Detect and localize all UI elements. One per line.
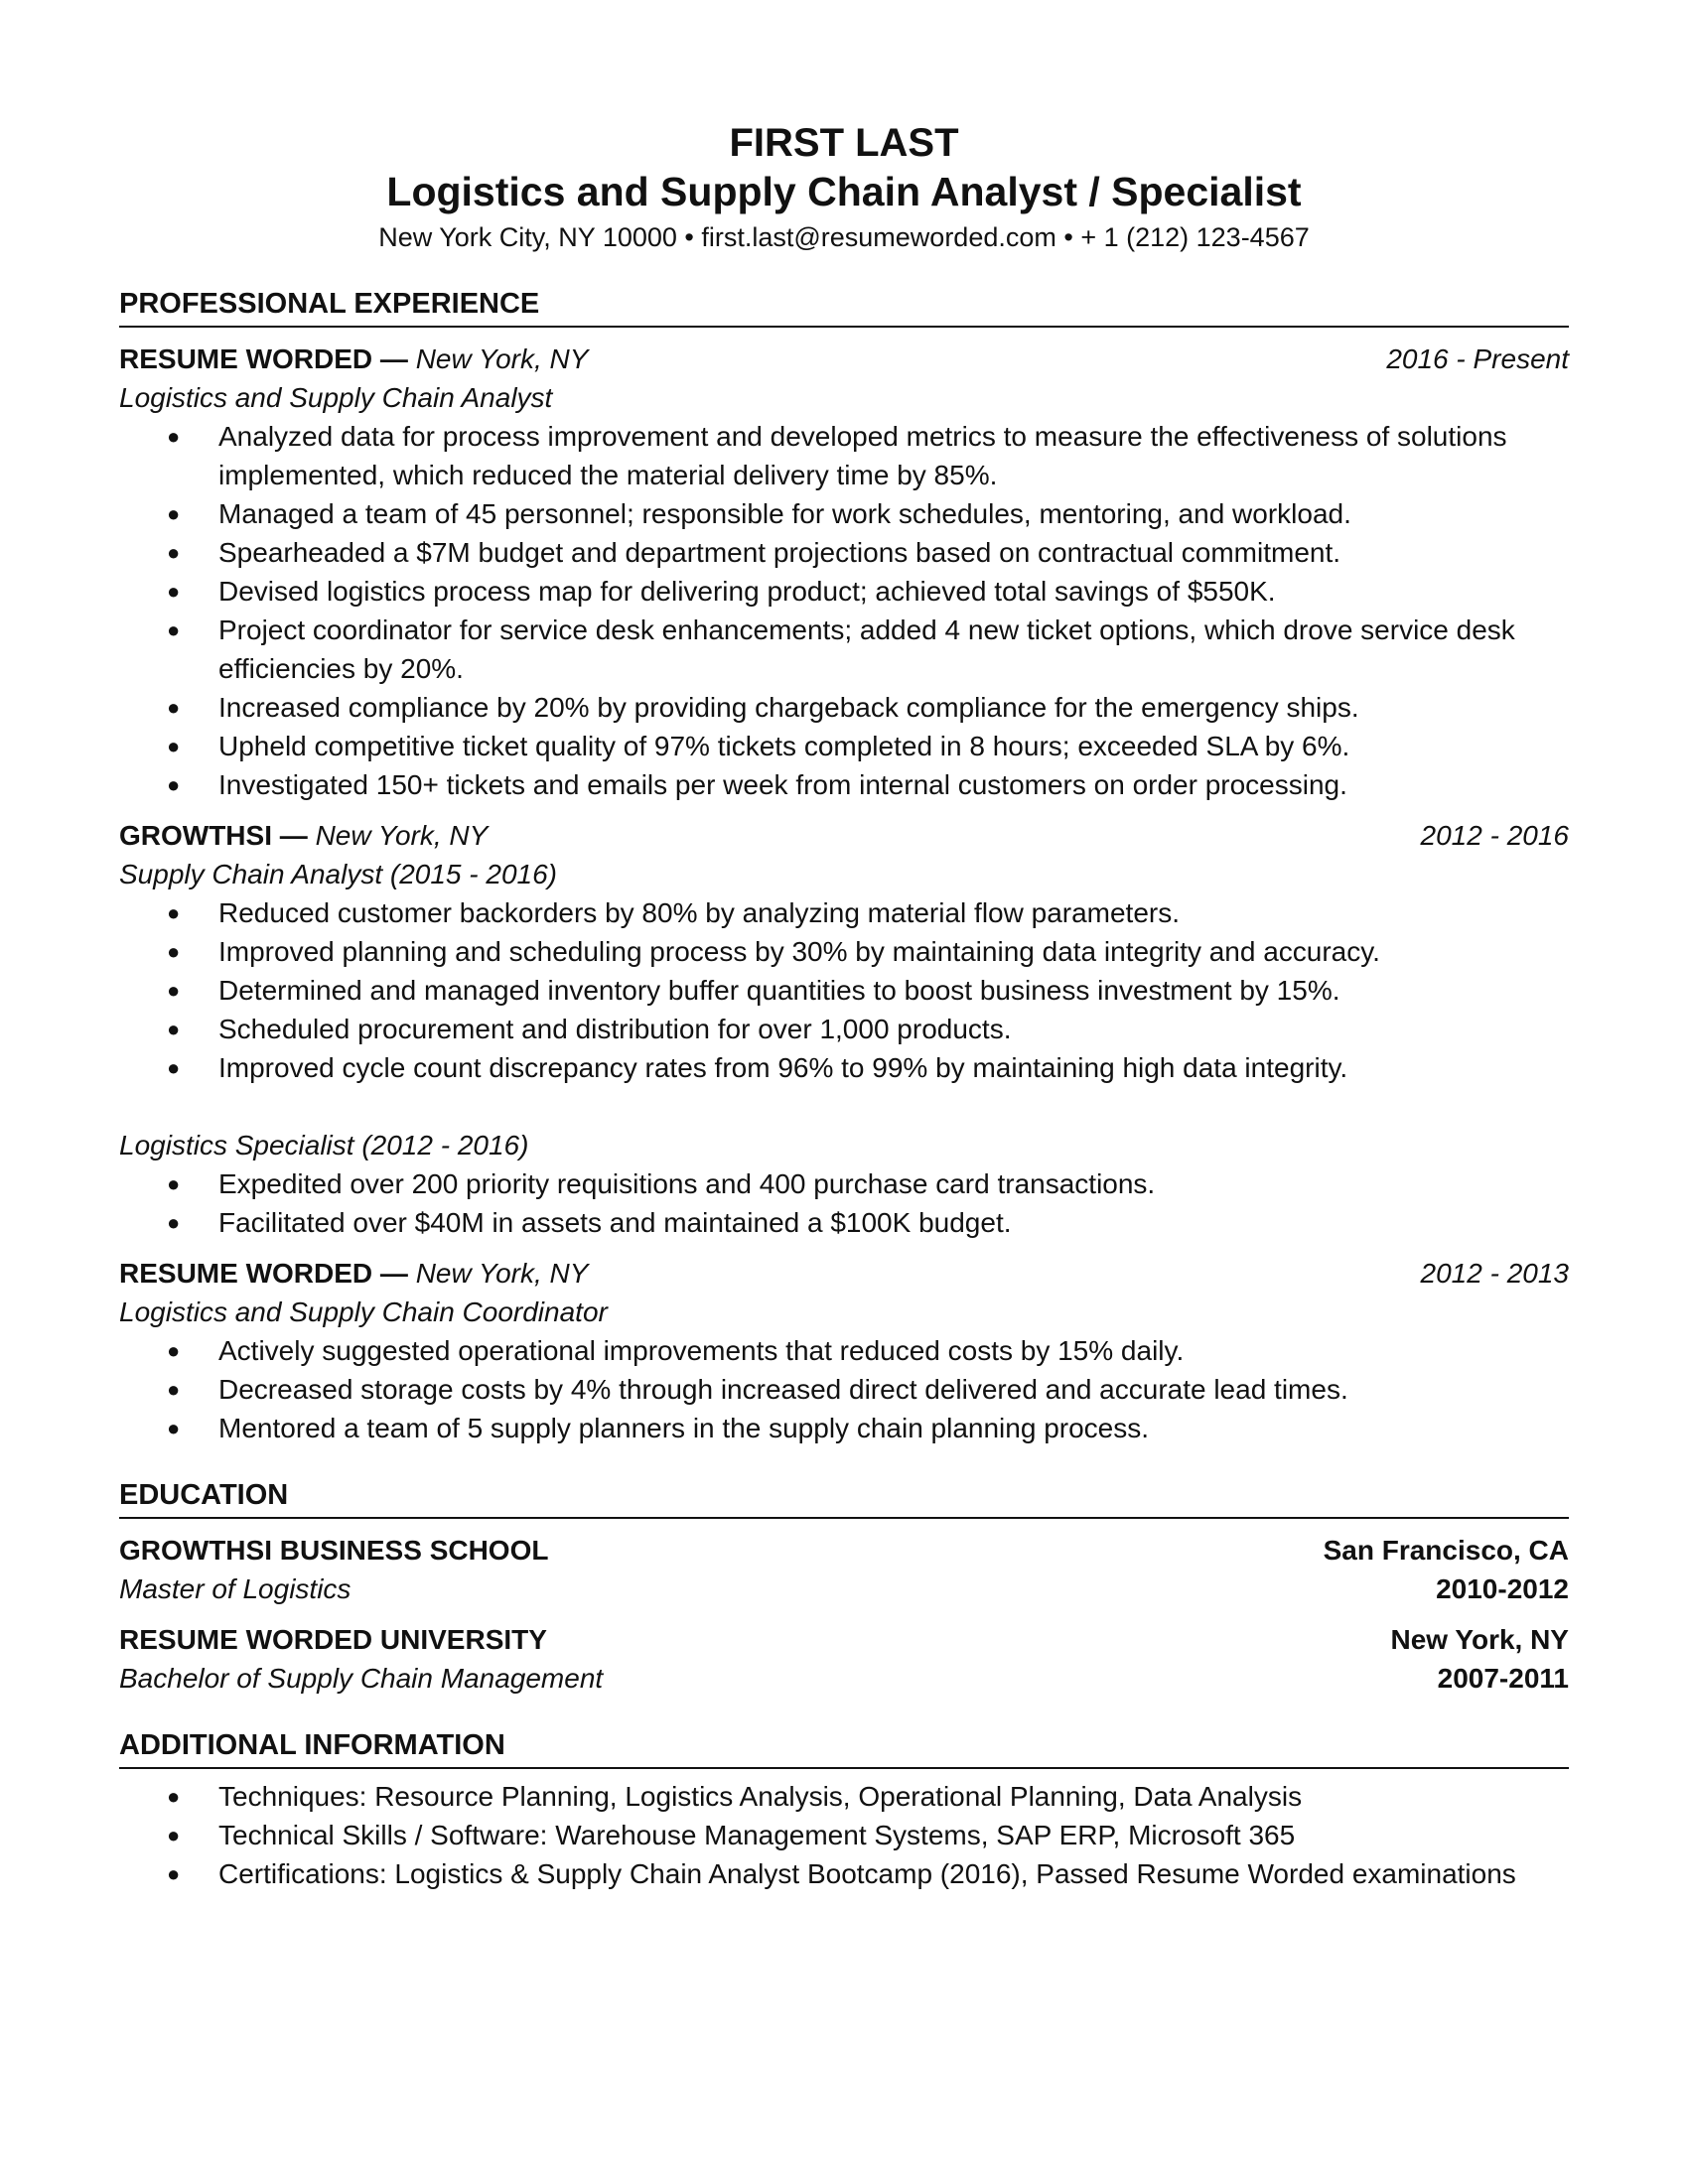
- bullet-text: Decreased storage costs by 4% through increased direct delivered and accurate lead times.: [218, 1374, 1348, 1405]
- job-header-row: [119, 340, 1569, 378]
- bullet-dot: ●: [167, 1784, 181, 1809]
- job-company-location: [119, 340, 588, 378]
- job-role-title: Logistics Specialist (2012 - 2016): [119, 1130, 529, 1160]
- bullet-item: [119, 572, 1569, 611]
- bullet-item: [119, 893, 1569, 932]
- job-header-row: [119, 816, 1569, 855]
- resume-header: [119, 119, 1569, 256]
- job-company: RESUME WORDED: [119, 343, 373, 374]
- bullet-item: [119, 1164, 1569, 1203]
- additional-list: [119, 1777, 1569, 1893]
- bullet-item: [119, 765, 1569, 804]
- school-row: [119, 1531, 1569, 1570]
- role-bullet-list: [119, 1164, 1569, 1242]
- bullet-text: Increased compliance by 20% by providing chargeback compliance for the emergency ships.: [218, 692, 1359, 723]
- bullet-item: [119, 1409, 1569, 1447]
- job-company: GROWTHSI: [119, 820, 272, 851]
- bullet-text: Spearheaded a $7M budget and department projections based on contractual commitment.: [218, 537, 1341, 568]
- school-location: San Francisco, CA: [1323, 1535, 1569, 1566]
- additional-heading: ADDITIONAL INFORMATION: [119, 1725, 1569, 1769]
- job-company-location: [119, 1254, 588, 1293]
- company-dash: —: [379, 343, 408, 374]
- bullet-text: Technical Skills / Software: Warehouse Management Systems, SAP ERP, Microsoft 365: [218, 1820, 1296, 1850]
- bullet-item: [119, 932, 1569, 971]
- experience-heading: PROFESSIONAL EXPERIENCE: [119, 284, 1569, 328]
- education-entry: [119, 1531, 1569, 1608]
- bullet-dot: ●: [167, 939, 181, 964]
- bullet-item: [119, 1777, 1569, 1816]
- bullet-text: Devised logistics process map for delivering product; achieved total savings of $550K.: [218, 576, 1276, 607]
- job-company: RESUME WORDED: [119, 1258, 373, 1289]
- bullet-dot: ●: [167, 579, 181, 604]
- company-dash: —: [279, 820, 308, 851]
- bullet-text: Improved cycle count discrepancy rates from 96% to 99% by maintaining high data integrity.: [218, 1052, 1348, 1083]
- degree-name: Bachelor of Supply Chain Management: [119, 1663, 604, 1694]
- degree-dates: 2010-2012: [1436, 1573, 1569, 1604]
- bullet-item: [119, 1203, 1569, 1242]
- contact-line: New York City, NY 10000 • first.last@resumeworded.com • + 1 (212) 123-4567: [378, 222, 1310, 252]
- bullet-dot: ●: [167, 1338, 181, 1363]
- bullet-dot: ●: [167, 1055, 181, 1080]
- role-bullet-list: [119, 417, 1569, 804]
- bullet-dot: ●: [167, 1861, 181, 1886]
- bullet-text: Scheduled procurement and distribution for over 1,000 products.: [218, 1014, 1012, 1044]
- bullet-item: [119, 1331, 1569, 1370]
- bullet-item: [119, 494, 1569, 533]
- bullet-text: Improved planning and scheduling process by 30% by maintaining data integrity and accuracy.: [218, 936, 1380, 967]
- candidate-title: Logistics and Supply Chain Analyst / Specialist: [386, 169, 1302, 214]
- bullet-item: [119, 1854, 1569, 1893]
- school-list: [119, 1531, 1569, 1698]
- bullet-text: Managed a team of 45 personnel; responsible for work schedules, mentoring, and workload.: [218, 498, 1351, 529]
- additional-section: [119, 1725, 1569, 1893]
- education-entry: [119, 1620, 1569, 1698]
- bullet-text: Reduced customer backorders by 80% by analyzing material flow parameters.: [218, 897, 1181, 928]
- bullet-dot: ●: [167, 424, 181, 449]
- bullet-text: Project coordinator for service desk enhancements; added 4 new ticket options, which drove service desk efficiencies by 20%.: [218, 614, 1515, 684]
- degree-name: Master of Logistics: [119, 1573, 352, 1604]
- degree-row: [119, 1659, 1569, 1698]
- bullet-item: [119, 1816, 1569, 1854]
- job-list: [119, 340, 1569, 1447]
- job-location: New York, NY: [415, 1258, 589, 1289]
- bullet-item: [119, 611, 1569, 688]
- bullet-text: Investigated 150+ tickets and emails per week from internal customers on order processing.: [218, 769, 1347, 800]
- bullet-dot: ●: [167, 1210, 181, 1235]
- degree-dates: 2007-2011: [1437, 1663, 1569, 1694]
- education-heading: EDUCATION: [119, 1475, 1569, 1519]
- bullet-dot: ●: [167, 1171, 181, 1196]
- bullet-text: Actively suggested operational improvements that reduced costs by 15% daily.: [218, 1335, 1185, 1366]
- job-role-title: Logistics and Supply Chain Analyst: [119, 382, 553, 413]
- bullet-item: [119, 688, 1569, 727]
- bullet-dot: ●: [167, 501, 181, 526]
- school-name: GROWTHSI BUSINESS SCHOOL: [119, 1535, 549, 1566]
- company-dash: —: [379, 1258, 408, 1289]
- bullet-dot: ●: [167, 1416, 181, 1440]
- bullet-dot: ●: [167, 695, 181, 720]
- role-bullet-list: [119, 893, 1569, 1087]
- bullet-text: Certifications: Logistics & Supply Chain Analyst Bootcamp (2016), Passed Resume Worded examinations: [218, 1858, 1516, 1889]
- job-entry: [119, 340, 1569, 804]
- bullet-item: [119, 1010, 1569, 1048]
- bullet-text: Upheld competitive ticket quality of 97% tickets completed in 8 hours; exceeded SLA by 6%.: [218, 731, 1350, 761]
- education-section: [119, 1475, 1569, 1698]
- resume-page: [119, 0, 1569, 2184]
- job-entry: [119, 816, 1569, 1242]
- degree-row: [119, 1570, 1569, 1608]
- bullet-text: Determined and managed inventory buffer quantities to boost business investment by 15%.: [218, 975, 1340, 1006]
- job-dates: 2016 - Present: [1386, 343, 1569, 374]
- job-role-title: Supply Chain Analyst (2015 - 2016): [119, 859, 557, 889]
- bullet-item: [119, 417, 1569, 494]
- bullet-text: Analyzed data for process improvement and developed metrics to measure the effectiveness of solutions implemented, which reduced the material delivery time by 85%.: [218, 421, 1507, 490]
- bullet-item: [119, 971, 1569, 1010]
- bullet-text: Mentored a team of 5 supply planners in the supply chain planning process.: [218, 1413, 1150, 1443]
- school-location: New York, NY: [1390, 1624, 1569, 1655]
- school-row: [119, 1620, 1569, 1659]
- job-entry: [119, 1254, 1569, 1447]
- role-bullet-list: [119, 1331, 1569, 1447]
- bullet-dot: ●: [167, 734, 181, 758]
- job-role-title: Logistics and Supply Chain Coordinator: [119, 1297, 608, 1327]
- bullet-dot: ●: [167, 900, 181, 925]
- bullet-dot: ●: [167, 1377, 181, 1402]
- experience-section: [119, 284, 1569, 1447]
- bullet-dot: ●: [167, 540, 181, 565]
- bullet-item: [119, 533, 1569, 572]
- bullet-text: Expedited over 200 priority requisitions and 400 purchase card transactions.: [218, 1168, 1156, 1199]
- bullet-dot: ●: [167, 978, 181, 1003]
- bullet-text: Facilitated over $40M in assets and maintained a $100K budget.: [218, 1207, 1012, 1238]
- bullet-dot: ●: [167, 1823, 181, 1847]
- bullet-item: [119, 1370, 1569, 1409]
- job-header-row: [119, 1254, 1569, 1293]
- job-dates: 2012 - 2013: [1420, 1258, 1569, 1289]
- job-dates: 2012 - 2016: [1420, 820, 1569, 851]
- bullet-dot: ●: [167, 617, 181, 642]
- job-company-location: [119, 816, 488, 855]
- bullet-text: Techniques: Resource Planning, Logistics Analysis, Operational Planning, Data Analysis: [218, 1781, 1303, 1812]
- job-location: New York, NY: [415, 343, 589, 374]
- job-location: New York, NY: [315, 820, 489, 851]
- bullet-item: [119, 727, 1569, 765]
- bullet-item: [119, 1048, 1569, 1087]
- bullet-dot: ●: [167, 772, 181, 797]
- candidate-name: FIRST LAST: [729, 121, 959, 165]
- school-name: RESUME WORDED UNIVERSITY: [119, 1624, 547, 1655]
- bullet-dot: ●: [167, 1017, 181, 1041]
